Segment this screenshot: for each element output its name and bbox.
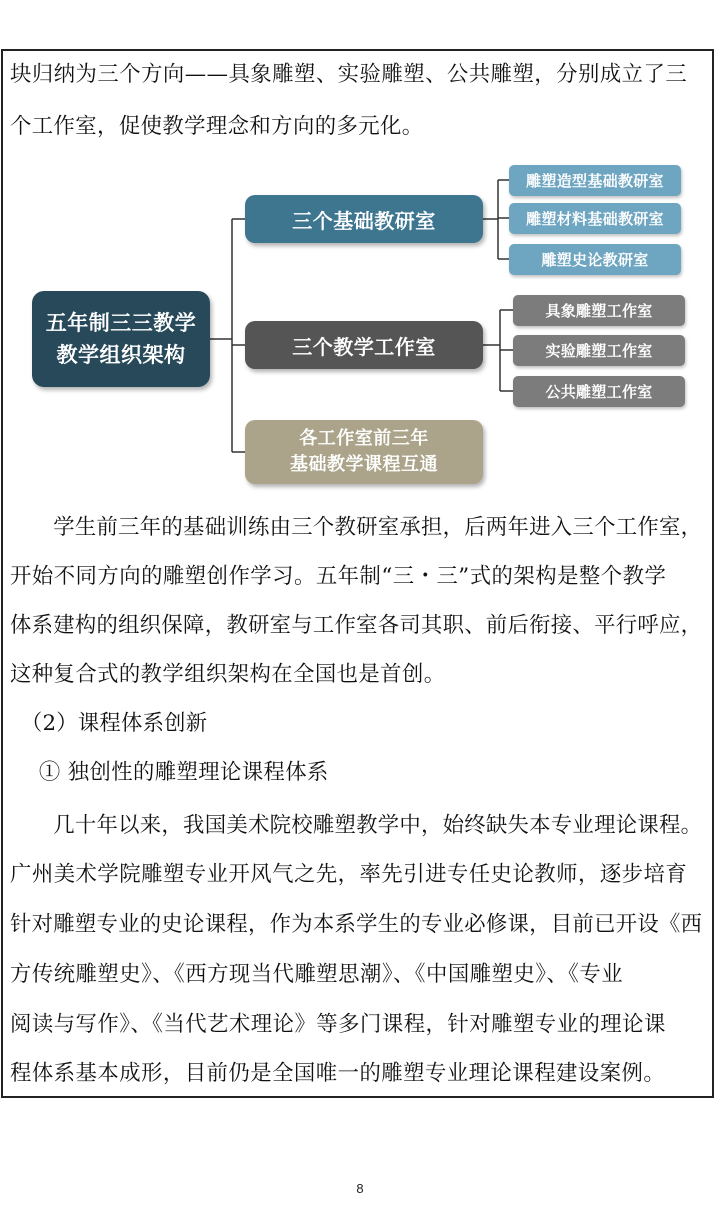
branch-node-shared-curriculum	[245, 420, 483, 484]
paragraph-line: 学生前三年的基础训练由三个教研室承担，后两年进入三个工作室，	[10, 515, 703, 540]
paragraph-line: 广州美术学院雕塑专业开风气之先，率先引进专任史论教师，逐步培育	[10, 862, 688, 887]
section-heading: （2）课程体系创新	[10, 711, 208, 736]
paragraph-line: 这种复合式的教学组织架构在全国也是首创。	[10, 662, 446, 687]
paragraph-line: 方传统雕塑史》、《西方现当代雕塑思潮》、《中国雕塑史》、《专业	[10, 962, 624, 987]
paragraph-line: 块归纳为三个方向——具象雕塑、实验雕塑、公共雕塑，分别成立了三	[10, 62, 688, 87]
subsection-heading: ① 独创性的雕塑理论课程体系	[10, 760, 329, 785]
paragraph-line: 体系建构的组织保障，教研室与工作室各司其职、前后衔接、平行呼应，	[10, 613, 703, 638]
branch-line: 各工作室前三年	[299, 428, 429, 449]
root-line: 教学组织架构	[56, 343, 186, 367]
leaf-node: 雕塑造型基础教研室	[509, 165, 681, 196]
page-number: 8	[356, 1181, 364, 1196]
branch-node-research-offices: 三个基础教研室	[245, 195, 483, 243]
paragraph-line: 几十年以来，我国美术院校雕塑教学中，始终缺失本专业理论课程。	[10, 813, 703, 838]
leaf-node: 具象雕塑工作室	[513, 295, 685, 326]
leaf-node: 实验雕塑工作室	[513, 335, 685, 366]
leaf-node: 雕塑史论教研室	[509, 244, 681, 275]
branch-node-studios: 三个教学工作室	[245, 321, 483, 369]
paragraph-line: 阅读与写作》、《当代艺术理论》等多门课程，针对雕塑专业的理论课	[10, 1012, 666, 1037]
leaf-node: 公共雕塑工作室	[513, 376, 685, 407]
paragraph-line: 针对雕塑专业的史论课程，作为本系学生的专业必修课，目前已开设《西	[10, 912, 703, 937]
paragraph-line: 个工作室，促使教学理念和方向的多元化。	[10, 114, 424, 139]
root-line: 五年制三三教学	[45, 311, 197, 335]
chart-root-node	[32, 291, 210, 387]
branch-line: 基础教学课程互通	[290, 454, 438, 475]
paragraph-line: 程体系基本成形，目前仍是全国唯一的雕塑专业理论课程建设案例。	[10, 1061, 666, 1086]
org-chart	[0, 0, 720, 500]
leaf-node: 雕塑材料基础教研室	[509, 203, 681, 234]
paragraph-line: 开始不同方向的雕塑创作学习。五年制“三・三”式的架构是整个教学	[10, 564, 667, 589]
